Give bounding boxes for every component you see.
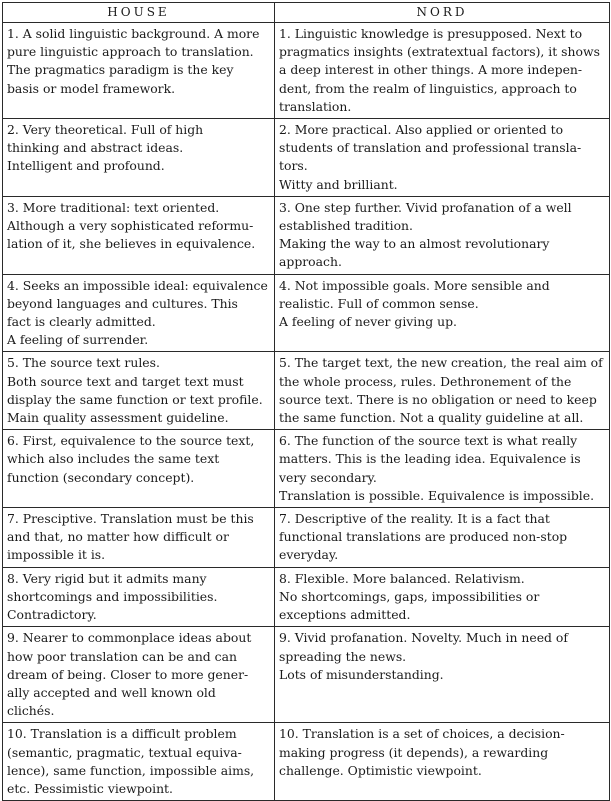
cell-text-line: Although a very sophisticated reformu- <box>7 218 254 234</box>
cell-text-line: lence), same function, impossible aims, <box>7 762 255 778</box>
cell-text-line: a deep interest in other things. A more indepen- <box>279 62 583 78</box>
cell-text-line: Translation is possible. Equivalence is impossible. <box>279 487 595 503</box>
table-row <box>3 274 610 352</box>
nord-cell <box>275 723 610 801</box>
cell-text-line: which also includes the same text <box>7 451 220 467</box>
cell-text-line: 4. Not impossible goals. More sensible and <box>279 277 550 293</box>
cell-text-line: challenge. Optimistic viewpoint. <box>279 762 482 778</box>
nord-cell <box>275 627 610 723</box>
cell-text-line: impossible it is. <box>7 547 106 563</box>
cell-text-line: students of translation and professional transla- <box>279 140 582 156</box>
table-row <box>3 627 610 723</box>
house-cell <box>3 627 275 723</box>
cell-text-line: (semantic, pragmatic, textual equiva- <box>7 744 242 760</box>
cell-text-line: everyday. <box>279 547 339 563</box>
cell-text-line: how poor translation can be and can <box>7 648 237 664</box>
house-cell <box>3 23 275 119</box>
cell-text-line: 5. The target text, the new creation, the real aim of <box>279 355 603 371</box>
cell-text-line: dream of being. Closer to more gener- <box>7 666 249 682</box>
cell-text-line: function (secondary concept). <box>7 469 195 485</box>
table-row <box>3 567 610 627</box>
cell-text-line: translation. <box>279 98 352 114</box>
cell-text-line: 4. Seeks an impossible ideal: equivalence <box>7 277 268 293</box>
cell-text-line: 9. Nearer to commonplace ideas about <box>7 630 252 646</box>
cell-text-line: Lots of misunderstanding. <box>279 666 444 682</box>
house-cell <box>3 430 275 508</box>
cell-text-line: 8. Flexible. More balanced. Relativism. <box>279 570 525 586</box>
nord-cell <box>275 274 610 352</box>
house-cell <box>3 567 275 627</box>
house-cell <box>3 723 275 801</box>
cell-text-line: very secondary. <box>279 469 377 485</box>
nord-cell <box>275 508 610 568</box>
table-row <box>3 430 610 508</box>
cell-text-line: the whole process, rules. Dethronement of the <box>279 373 572 389</box>
cell-text-line: 9. Vivid profanation. Novelty. Much in need of <box>279 630 568 646</box>
cell-text-line: No shortcomings, gaps, impossibilities or <box>279 588 540 604</box>
cell-text-line: shortcomings and impossibilities. <box>7 588 218 604</box>
cell-text-line: lation of it, she believes in equivalence. <box>7 236 256 252</box>
cell-text-line: thinking and abstract ideas. <box>7 140 184 156</box>
cell-text-line: 10. Translation is a set of choices, a decision- <box>279 726 565 742</box>
cell-text-line: source text. There is no obligation or need to keep <box>279 391 597 407</box>
nord-cell <box>275 567 610 627</box>
cell-text-line: 2. Very theoretical. Full of high <box>7 122 204 138</box>
cell-text-line: 6. The function of the source text is what really <box>279 433 578 449</box>
cell-text-line: 6. First, equivalence to the source text, <box>7 433 255 449</box>
cell-text-line: etc. Pessimistic viewpoint. <box>7 780 173 796</box>
cell-text-line: 10. Translation is a difficult problem <box>7 726 237 742</box>
cell-text-line: Main quality assessment guideline. <box>7 410 229 426</box>
cell-text-line: beyond languages and cultures. This <box>7 295 238 311</box>
cell-text-line: established tradition. <box>279 218 413 234</box>
cell-text-line: The pragmatics paradigm is the key <box>7 62 234 78</box>
nord-cell <box>275 430 610 508</box>
cell-text-line: tors. <box>279 158 308 174</box>
table-row <box>3 196 610 274</box>
cell-text-line: 1. A solid linguistic background. A more <box>7 26 260 41</box>
cell-text-line: 7. Descriptive of the reality. It is a fact that <box>279 511 550 527</box>
cell-text-line: spreading the news. <box>279 648 407 664</box>
cell-text-line: Witty and brilliant. <box>279 176 398 192</box>
cell-text-line: pure linguistic approach to translation. <box>7 44 254 60</box>
table-row <box>3 352 610 430</box>
cell-text-line: pragmatics insights (extratextual factors), it shows <box>279 44 600 60</box>
cell-text-line: Making the way to an almost revolutionary <box>279 236 550 252</box>
cell-text-line: 3. More traditional: text oriented. <box>7 199 220 215</box>
cell-text-line: functional translations are produced non-stop <box>279 529 568 545</box>
cell-text-line: Contradictory. <box>7 607 97 623</box>
house-cell <box>3 119 275 197</box>
cell-text-line: Both source text and target text must <box>7 373 244 389</box>
house-cell <box>3 274 275 352</box>
nord-cell <box>275 119 610 197</box>
cell-text-line: 2. More practical. Also applied or oriented to <box>279 122 564 138</box>
cell-text-line: approach. <box>279 254 342 270</box>
cell-text-line: basis or model framework. <box>7 80 176 96</box>
house-cell <box>3 196 275 274</box>
cell-text-line: display the same function or text profile. <box>7 391 263 407</box>
cell-text-line: clichés. <box>7 703 55 719</box>
nord-cell <box>275 352 610 430</box>
cell-text-line: matters. This is the leading idea. Equivalence is <box>279 451 581 467</box>
cell-text-line: 5. The source text rules. <box>7 355 160 371</box>
column-header-house: HOUSE <box>3 3 275 23</box>
table-row <box>3 508 610 568</box>
cell-text-line: fact is clearly admitted. <box>7 314 156 330</box>
cell-text-line: A feeling of surrender. <box>7 332 149 348</box>
table-row <box>3 23 610 119</box>
cell-text-line: 1. Linguistic knowledge is presupposed. Next to <box>279 26 583 41</box>
house-cell <box>3 508 275 568</box>
table-body <box>3 23 610 801</box>
table-row <box>3 723 610 801</box>
cell-text-line: A feeling of never giving up. <box>279 314 457 330</box>
nord-cell <box>275 23 610 119</box>
cell-text-line: 7. Presciptive. Translation must be this <box>7 511 254 527</box>
cell-text-line: making progress (it depends), a rewarding <box>279 744 549 760</box>
column-header-nord: NORD <box>275 3 610 23</box>
header-row <box>3 3 610 23</box>
cell-text-line: 3. One step further. Vivid profanation of a well <box>279 199 572 215</box>
cell-text-line: realistic. Full of common sense. <box>279 295 479 311</box>
cell-text-line: and that, no matter how difficult or <box>7 529 229 545</box>
cell-text-line: the same function. Not a quality guideline at all. <box>279 410 584 426</box>
cell-text-line: dent, from the realm of linguistics, approach to <box>279 80 577 96</box>
cell-text-line: Intelligent and profound. <box>7 158 165 174</box>
table-row <box>3 119 610 197</box>
comparison-table <box>2 2 610 801</box>
cell-text-line: exceptions admitted. <box>279 607 411 623</box>
house-cell <box>3 352 275 430</box>
cell-text-line: 8. Very rigid but it admits many <box>7 570 207 586</box>
nord-cell <box>275 196 610 274</box>
cell-text-line: ally accepted and well known old <box>7 684 216 700</box>
